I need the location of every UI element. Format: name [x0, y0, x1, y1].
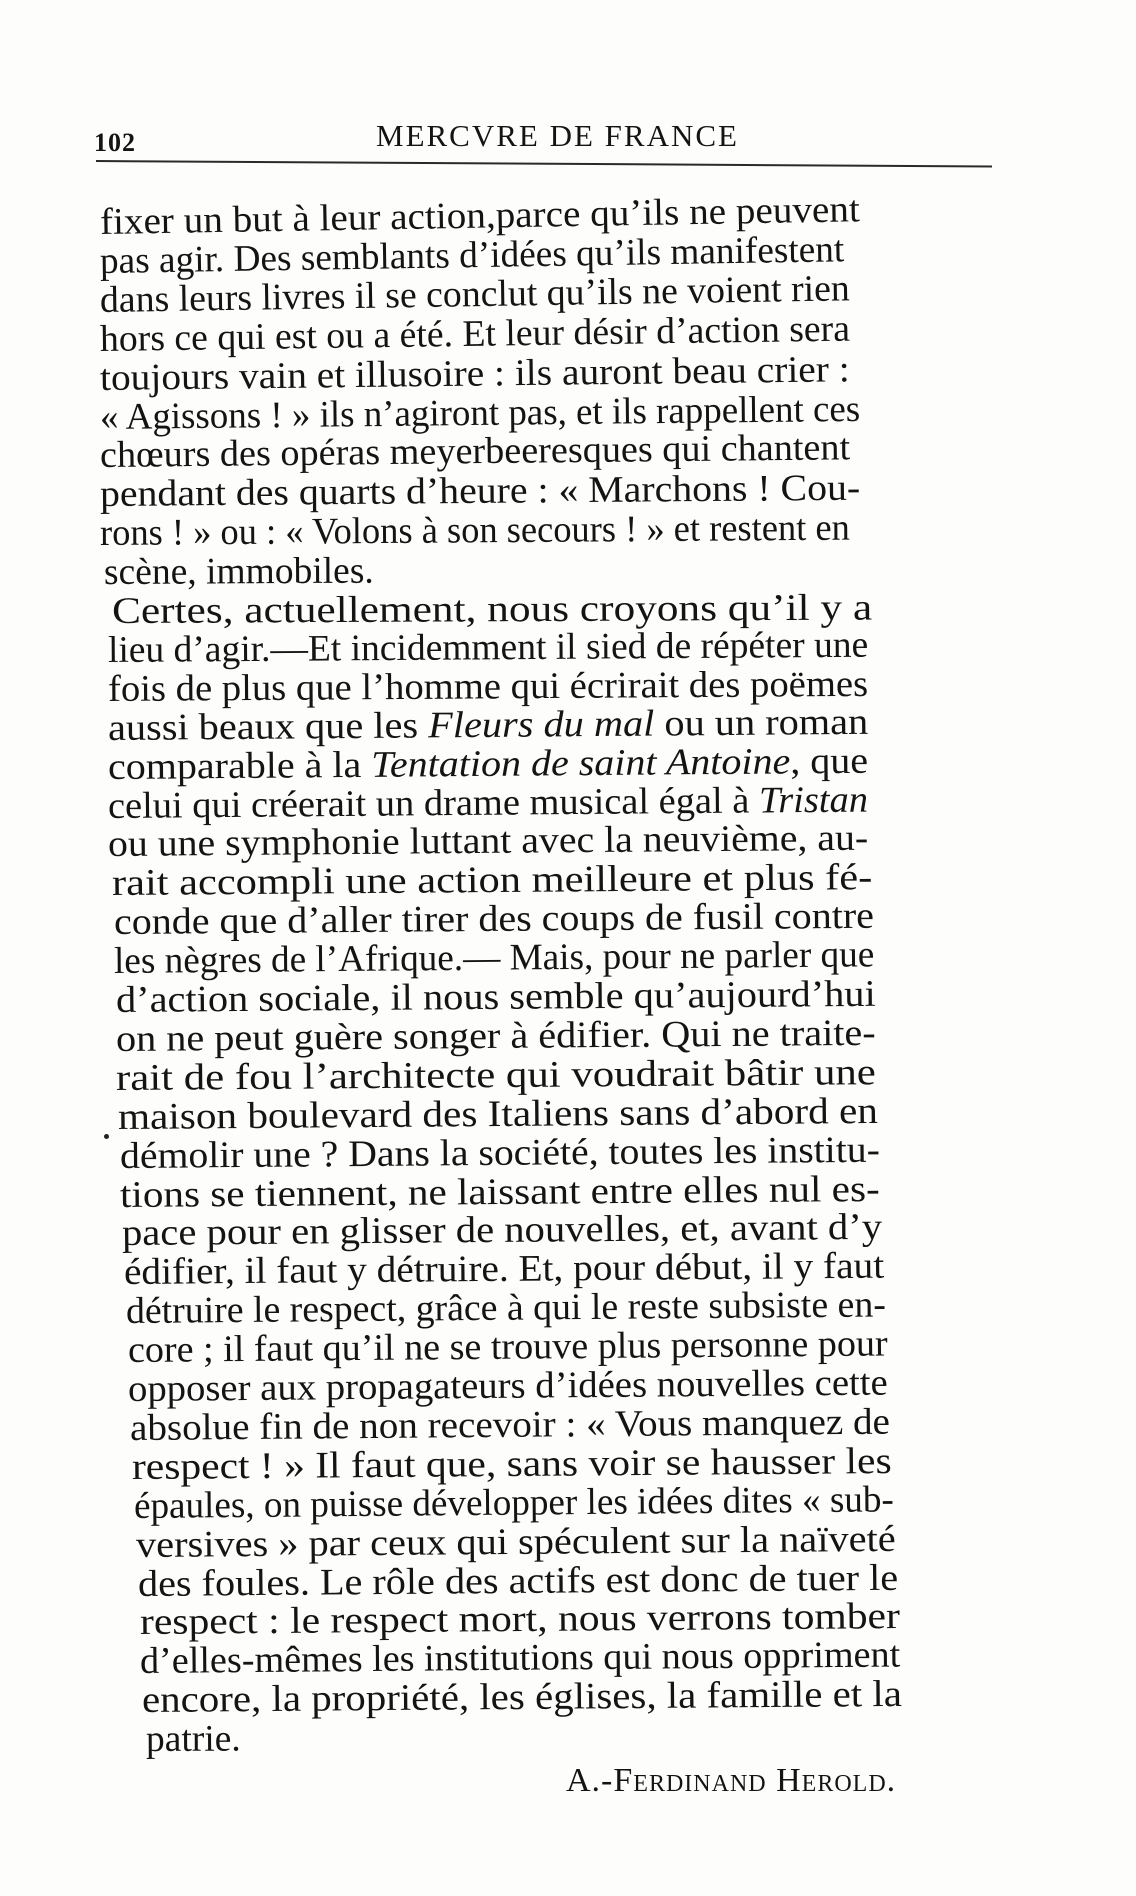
text-segment: les nègres de l’Afrique.— Mais, pour ne parler que	[113, 934, 875, 983]
text-segment: patrie.	[145, 1718, 241, 1761]
text-line	[115, 1012, 876, 1060]
text-line	[103, 550, 374, 594]
text-line	[142, 1676, 902, 1720]
running-title: MERCVRE DE FRANCE	[376, 118, 739, 153]
text-line	[107, 624, 869, 671]
italic-title: Tristan	[758, 779, 869, 821]
text-line	[136, 1520, 896, 1564]
text-segment: rons ! » ou : « Volons à son secours ! » et restent en	[99, 507, 850, 555]
text-segment: encore, la propriété, les églises, la famille et la	[141, 1674, 903, 1722]
italic-title: Fleurs du mal	[427, 703, 655, 747]
text-line	[111, 587, 873, 632]
text-segment: ou une symphonie luttant avec la neuvième, au-	[107, 818, 869, 866]
italic-title: Tentation de saint Antoine	[371, 741, 791, 786]
text-segment: celui qui créerait un drame musical égal à	[107, 779, 760, 827]
text-segment: , que	[790, 740, 869, 783]
text-segment: maison boulevard des Italiens sans d’abord en	[117, 1090, 879, 1138]
text-segment: rait accompli une action meilleure et plus fé-	[111, 857, 873, 905]
page-number: 102	[94, 128, 136, 157]
text-line	[115, 1051, 877, 1099]
text-segment: absolue fin de non recevoir : « Vous manquez de	[129, 1401, 891, 1449]
text-segment: d’elles-mêmes les institutions qui nous oppriment	[139, 1634, 901, 1683]
text-segment: versives » par ceux qui spéculent sur la naïveté	[135, 1518, 896, 1566]
text-segment: pace pour en glisser de nouvelles, et, avant d’y	[121, 1207, 883, 1255]
text-line	[129, 1401, 891, 1449]
text-line	[145, 1718, 241, 1761]
text-line	[107, 701, 869, 749]
text-segment: fois de plus que l’homme qui écrirait des poëmes	[107, 663, 869, 710]
text-segment: rait de fou l’architecte qui voudrait bâtir une	[115, 1051, 877, 1099]
text-segment: ou un roman	[654, 701, 869, 745]
text-segment: respect ! » Il faut que, sans voir se hausser les	[131, 1440, 892, 1488]
text-segment: épaules, on puisse développer les idées dites « sub-	[133, 1478, 895, 1527]
text-segment: hors ce qui est ou a été. Et leur désir d’action sera	[99, 308, 851, 360]
margin-mark	[104, 1134, 109, 1139]
text-segment: aussi beaux que les	[107, 705, 429, 749]
text-segment: d’action sociale, il nous semble qu’aujourd’hui	[115, 973, 876, 1021]
text-segment: Certes, actuellement, nous croyons qu’il y a	[111, 587, 873, 632]
text-segment: fixer un but à leur action,parce qu’ils ne peuvent	[99, 189, 861, 243]
text-line	[133, 1478, 895, 1527]
text-segment: core ; il faut qu’il ne se trouve plus personne pour	[127, 1323, 888, 1372]
text-segment: lieu d’agir.—Et incidemment il sied de répéter une	[107, 624, 869, 671]
text-segment: conde que d’aller tirer des coups de fusil contre	[113, 895, 875, 944]
text-segment: comparable à la	[107, 744, 372, 788]
text-segment: on ne peut guère songer à édifier. Qui ne traite-	[115, 1012, 876, 1060]
text-segment: édifier, il faut y détruire. Et, pour début, il y faut	[123, 1245, 885, 1294]
text-line	[120, 1131, 880, 1175]
text-segment: respect : le respect mort, nous verrons tomber	[139, 1596, 901, 1644]
text-segment: scène, immobiles.	[103, 550, 374, 594]
text-line	[117, 1090, 879, 1138]
text-line	[99, 507, 850, 555]
text-segment: toujours vain et illusoire : ils auront beau crier :	[99, 348, 850, 399]
text-line	[100, 470, 861, 514]
text-segment: opposer aux propagateurs d’idées nouvelles cette	[127, 1362, 888, 1410]
author-signature: A.-Ferdinand Herold.	[566, 1762, 897, 1799]
text-segment: détruire le respect, grâce à qui le reste subsiste en-	[125, 1284, 887, 1333]
text-segment: des foules. Le rôle des actifs est donc de tuer le	[137, 1557, 899, 1605]
text-segment: pendant des quarts d’heure : « Marchons ! Cou-	[99, 468, 861, 516]
text-segment: dans leurs livres il se conclut qu’ils ne voient rien	[99, 268, 851, 321]
page-header	[94, 114, 994, 166]
text-segment: tions se tiennent, ne laissant entre elles nul es-	[119, 1168, 880, 1216]
text-segment: pas agir. Des semblants d’idées qu’ils manifestent	[99, 229, 845, 282]
text-segment: « Agissons ! » ils n’agiront pas, et ils rappellent ces	[99, 388, 861, 438]
text-segment: démolir une ? Dans la société, toutes les institu-	[119, 1129, 881, 1177]
text-segment: chœurs des opéras meyerbeeresques qui chantent	[99, 427, 851, 477]
